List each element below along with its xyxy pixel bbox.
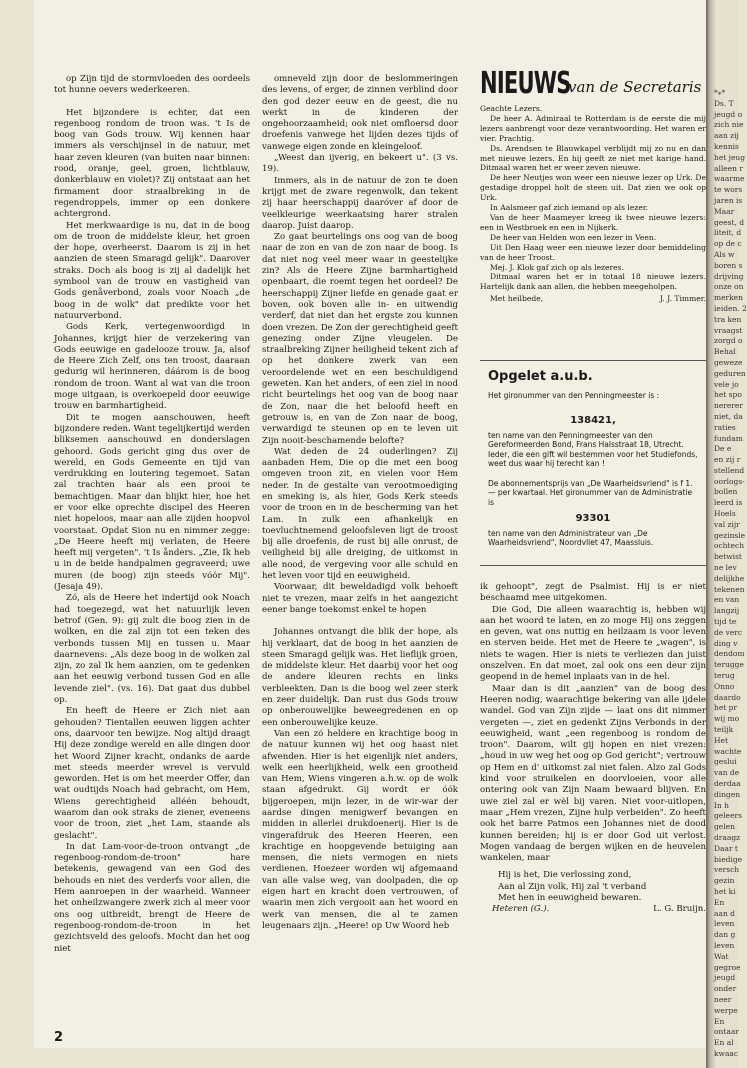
next-page-fragment: En al <box>714 1038 734 1048</box>
next-page-fragment: zich nie <box>714 120 744 130</box>
paragraph: In dat Lam-voor-de-troon ontvangt „de regenboog-rondom-de-troon" hare betekenis, gewagend van een God des behouds en niet des verderfs voor allen, die Hem aanroepen in der waarheid. Wanneer het onheilzwangere zwerk zich al meer voor ons oog uitbreidt, brengt de Heere de regenboog-rondom-de-troon in het gezichtsveld des geloofs. Mocht dan het oog niet <box>54 841 250 954</box>
next-page-fragment: waarme <box>714 174 745 184</box>
next-page-fragment: leven <box>714 940 735 950</box>
paragraph: Het merkwaardige is nu, dat in de boog om de troon de middelste kleur, het groen der hope, overheerst. Daarom is zij in het aanzien de steen Smaragd gelijk". Daarover straks. Doch als boog is zij al dadelijk het symbool van de trouw en vastigheid van Gods genåverbond, zoals voor Noach „de boog in de wolk" dat predikte voor het natuurverbond. <box>54 220 250 321</box>
next-page-fragment: draagz <box>714 832 741 842</box>
article-column-1 <box>54 74 250 955</box>
notice-title: Opgelet a.u.b. <box>488 369 593 384</box>
next-page-fragment: vraagst <box>714 325 743 335</box>
next-page-fragment: geleers <box>714 811 742 821</box>
next-page-fragment: het pr <box>714 703 738 713</box>
next-page-fragment: drijving <box>714 271 744 281</box>
next-page-fragment: tra ken <box>714 314 742 324</box>
page-number: 2 <box>54 1030 64 1045</box>
next-page-fragment: oorlogs- <box>714 476 745 486</box>
next-page-fragment: biedige <box>714 854 743 864</box>
news-paragraph: De heer Neutjes won weer een nieuwe lezer op Urk. De gestadige droppel holt de steen uit. Dat zien we ook op Urk. <box>480 173 706 203</box>
next-page-fragment: ding v <box>714 638 738 648</box>
next-page-fragment: ochtech <box>714 541 745 551</box>
next-page-fragment: versch <box>714 865 740 875</box>
next-page-fragment: nererer <box>714 401 743 411</box>
next-page-fragment: dan g <box>714 930 736 940</box>
article-place: Heteren (G.). <box>492 904 550 915</box>
paragraph: op Zijn tijd de stormvloeden des oordeels tot hunne oevers wederkeeren. <box>54 74 250 96</box>
paragraph: „Weest dan ijverig, en bekeert u". (3 vs. 19). <box>262 153 458 175</box>
notice-box <box>480 360 706 566</box>
news-paragraph: De heer van Helden won een lezer in Veen. <box>490 232 657 242</box>
next-page-fragment: neer <box>714 994 732 1004</box>
next-page-fragment: gezinsle <box>714 530 746 540</box>
next-page-fragment: liteit, d <box>714 228 742 238</box>
next-page-fragment: terugge <box>714 660 744 670</box>
next-page-fragment: Als w <box>714 249 735 259</box>
next-page-fragment: wij mo <box>714 714 740 724</box>
paragraph: Voorwaar, dit beweldadigd volk behoeft niet te vrezen, maar zelfs in het aangezicht eener bange toekomst enkel te hopen <box>262 582 458 615</box>
news-greeting: Met heilbede, <box>490 294 544 304</box>
next-page-fragment: *⁎* <box>714 88 726 97</box>
news-heading <box>480 66 706 102</box>
newspaper-page <box>34 0 706 1048</box>
next-page-fragment: op de c <box>714 239 742 249</box>
next-page-fragment: gelen <box>714 822 735 832</box>
next-page-fragment: fundam <box>714 433 743 443</box>
next-page-fragment: Onno <box>714 681 735 691</box>
next-page-fragment: Ds. T <box>714 98 734 108</box>
next-page-fragment: derdaa <box>714 779 741 788</box>
next-page-fragment: tijd te <box>714 617 737 627</box>
article-column-2 <box>262 74 458 932</box>
next-page-fragment: En <box>714 897 725 907</box>
next-page-fragment: het spo <box>714 390 742 400</box>
next-page-fragment: dendom <box>714 649 745 659</box>
notice-text: ten name van den Administrateur van „De Waarheidsvriend", Noordvliet 47, Maassluis. <box>488 529 654 548</box>
next-page-fragment: jeugd <box>714 973 736 983</box>
news-subtitle: van de Secretaris <box>568 78 702 96</box>
news-paragraph: In Aalsmeer gaf zich iemand op als lezer. <box>490 203 649 213</box>
next-page-fragment: en van <box>714 595 740 605</box>
next-page-fragment: De e <box>714 444 732 454</box>
next-page-fragment: daardo <box>714 692 741 702</box>
news-signoff <box>480 294 706 304</box>
next-page-fragment: langzij <box>714 606 740 616</box>
next-page-fragment: Hoels <box>714 509 736 519</box>
next-page-fragment: leerd is <box>714 498 743 508</box>
next-page-fragment: zorgd o <box>714 336 743 346</box>
paragraph: Gods Kerk, vertegenwoordigd in Johannes, krijgt hier de verzekering van Gods eeuwige en gadelooze trouw. Ja, alsof de Heere Zich Zelf, ons ten troost, daaraan gedurig wil herinneren, dáárom is de boog rondom de troon. Want al wat van die troon moge uitgaan, is overkoepeld door eeuwige trouw en barmhartigheid. <box>54 322 250 412</box>
next-page-fragment: te wors <box>714 185 743 195</box>
paragraph: Zó, als de Heere het indertijd ook Noach had toegezegd, wat het natuurlijk leven betrof (Gen. 9): gij zult die boog zien in de wolken, en die zal zijn tot een teken des verbonds tussen Mij en tussen u. Maar daarnevens: „Als deze boog in de wolken zal zijn, zo zal Ik hem aanzien, om te gedenken aan het eeuwig verbond tussen God en alle levende ziel". (vs. 16). Dat gaat dus dubbel op. <box>54 593 250 706</box>
next-page-fragment: aan zij <box>714 131 739 141</box>
next-page-fragment: boren s <box>714 260 743 270</box>
next-page-fragment: geest, d <box>714 217 745 227</box>
next-page-fragment: bollen <box>714 487 738 497</box>
next-page-fragment: en zij r <box>714 455 741 465</box>
news-paragraph: Mej. J. Klok gaf zich op als lezeres. <box>490 262 624 272</box>
next-page-fragment: tekenen <box>714 584 745 594</box>
news-paragraph: Van de heer Maameyer kreeg ik twee nieuwe lezers: een in Westbroek en een in Nijkerk. <box>480 212 706 232</box>
news-paragraph: Geachte Lezers. <box>480 104 543 113</box>
next-page-fragment: delijkhe <box>714 573 745 583</box>
next-page-fragment: onze on <box>714 282 744 292</box>
paragraph: Zo gaat beurtelings ons oog van de boog naar de zon en van de zon naar de boog. Is dat niet nog veel meer waar in geestelijke zin? Als de Heere Zijne barmhartigheid openbaart, die roemt tegen het oordeel? De heerschappij Zijner liefde en genade gaat er boven, ook boven alle in- en uitwendig verderf, dat niet dan het ergste zou kunnen doen vrezen. De Zon der gerechtigheid geeft genezing onder Zijne vleugelen. De straalbreking Zijner heiligheid tekent zich af op het donkere zwerk van een veroordelende wet en een beschuldigend geweten. Kan het anders, of een ziel in nood richt beurtelings het oog van de boog naar de Zon, naar die het beloofd heeft en getrouw is, en van de Zon naar de boog, verwardigd te steunen op en te leven uit Zijn nooit-beschamende belofte? <box>262 232 458 446</box>
paragraph: Het bijzondere is echter, dat een regenboog rondom de troon was. 't Is de boog van Gods trouw. Wij kennen haar immers als verschijnsel in de natuur, met haar zeven kleuren (van buiten naar binnen: rood, oranje, geel, groen, lichtblauw, donkerblauw en violet)? Zij ontstaat aan het firmament door straalbreking in de regendroppels, immer op een donkere achtergrond. <box>54 107 250 220</box>
next-page-fragment: Daar t <box>714 843 738 853</box>
next-page-fragment: raties <box>714 422 736 432</box>
next-page-fragment: aan d <box>714 908 735 918</box>
paragraph: Van een zó heldere en krachtige boog in de natuur kunnen wij het oog haast niet afwenden. Hier is het eigenlijk niet anders, welk een heerlijkheid, welk een grootheid van Hem, Wiens vingeren a.h.w. op de wolk staan afgedrukt. Gij wordt er óók bijgeroepen, mijn lezer, in de wir-war der aardse dingen menigwerf bevangen en midden in allerlei drukdoenerij. Hier is de vingerafdruk des Heeren Heeren, een krachtige en hoopgevende betuiging aan mensen, die niets vermogen en niets verdienen. Hoezeer worden wij afgemaand van alle valse weg, van doolpaden, die op eigen hart en kracht doen vertrouwen, of waarin men zich vergooit aan het woord en werk van mensen, die al te zamen leugenaars zijn. „Heere! op Uw Woord heb <box>262 728 458 931</box>
next-page-fragment: terug <box>714 671 735 681</box>
next-page-fragment: geslui <box>714 757 737 767</box>
next-page-fragment: ontaar <box>714 1027 739 1037</box>
next-page-fragment: Het <box>714 735 728 745</box>
next-page-fragment: jaren is <box>714 195 743 205</box>
next-page-fragment: teiljk <box>714 725 734 735</box>
next-page-fragment: gegroe <box>714 962 741 972</box>
next-page-fragment: jeugd o <box>714 109 743 119</box>
next-page-fragment: merken <box>714 293 743 303</box>
paragraph: En heeft de Heere er Zich niet aan gehouden? Tientallen eeuwen liggen achter ons, daarvoor ten bewijze. Nog altijd draagt Hij deze zondige wereld en alle dingen door het Woord Zijner kracht, ondanks de aarde met steeds meerder wrevel is vervuld geworden. Het is om het meerder Offer, dan wat oudtijds Noach had gebracht, om Hem, Wiens gerechtigheid alléén behoudt, waarom dan ook straks de ziener, eveneens voor de troon, ziet „het Lam, staande als geslacht". <box>54 706 250 841</box>
next-page-fragment: niet, da <box>714 411 743 421</box>
paragraph: ik gehoopt", zegt de Psalmist. Hij is er niet beschaamd mee uitgekomen. <box>480 582 706 604</box>
next-page-fragment: van de <box>714 768 740 778</box>
next-page-fragment: geduren <box>714 368 746 378</box>
next-page-column <box>714 88 747 1058</box>
paragraph: Maar dan is dit „aanzien" van de boog des Heeren nodig, waarachtige bekering van alle ijdele wandel. God van Zijn zijde — laat ons dit nimmer vergeten —, ziet en gedenkt Zijns Verbonds in der eeuwigheid, want „een regenboog is rondom de troon". Daarom, wilt gij hopen en niet vrezen: „houd in uw weg het oog op God gericht"; vertrouw op Hem en d' uitkomst zal niet falen. Alzo zal Gods kind voor struikelen en doorvloeien, voor alle ontering ook van Zijn Naam bewaard blijven. En uwe ziel zal er wèl bij varen. Niet voor-uitlopen, maar „Hem vrezen, Zijne hulp verbeiden". Zo heeft ook het barre Patmos een Johannes niet de dood kunnen bereiden; hij is er door God uit verlost. Mogen vandaag de bergen wijken en de heuvelen wankelen, maar <box>480 683 706 864</box>
paragraph: Wat deden de 24 ouderlingen? Zij aanbaden Hem, Die op die met een boog omgeven troon zit, en vielen voor Hem neder. In de gestalte van verootmoediging en smeking is, als hier, Gods Kerk steeds voor de troon en in de bescherming van het Lam. In zulk een afhankelijk en toevluchtnemend geloofsleven ligt de troost bij alle droefenis, de rust bij alle onrust, de veiligheid bij alle dreiging, de uitkomst in alle nood, de vergeving voor alle schuld en het leven voor tijd en eeuwigheid. <box>262 446 458 582</box>
next-page-fragment: vele jo <box>714 379 739 389</box>
paragraph: Immers, als in de natuur de zon te doen krijgt met de zware regenwolk, dan tekent zij haar heerschappij daaróver af door de veelkleurige weerkaatsing harer stralen daarop. Juist daarop. <box>262 175 458 231</box>
news-paragraph: De heer A. Admiraal te Rotterdam is de eerste die mij lezers aanbrengt voor deze verantwoording. Het waren er vier. Prachtig. <box>480 113 706 143</box>
poem-line: Aan al Zijn volk, Hij zal 't verband <box>498 881 647 892</box>
next-page-fragment: ne lev <box>714 563 737 573</box>
notice-line: Het gironummer van den Penningmeester is : <box>488 391 660 400</box>
poem-line: Met hen in eeuwigheid bewaren. <box>498 893 642 904</box>
notice-text: ten name van den Penningmeester van den Gereformeerden Bond, Frans Halsstraat 18, Utrecht. Ieder, die een gift wil bestemmen voor het Studiefonds, weet dus waar hij terecht kan ! <box>488 431 698 469</box>
news-column <box>480 104 706 304</box>
next-page-fragment: alleen r <box>714 163 743 173</box>
article-author: L. G. Bruijn. <box>653 904 706 915</box>
next-page-fragment: leiden. 2 <box>714 303 747 313</box>
next-page-fragment: Maar <box>714 206 735 216</box>
news-paragraph: Ditmaal waren het er in totaal 18 nieuwe lezers. Hartelijk dank aan allen, die hebben meegeholpen. <box>480 272 706 292</box>
paragraph: Johannes ontvangt die blik der hope, als hij verklaart, dat de boog in het aanzien de steen Smaragd gelijk was. Het lieflijk groen, de middelste kleur. Het daarbij voor het oog de andere kleuren rechts en links verbleekten. Dan is die boog wel zeer sterk en zeer duidelijk. Dan rust dus Gods trouw op onberouwelijke beweegredenen en op een onberouwelijke keuze. <box>262 627 458 728</box>
next-page-fragment: de verc <box>714 627 743 637</box>
next-page-fragment: kennis <box>714 141 739 151</box>
next-page-fragment: In h <box>714 800 730 810</box>
giro-number-administration: 93301 <box>575 513 611 524</box>
next-page-fragment: geweze <box>714 357 743 367</box>
article-signoff <box>480 904 706 915</box>
poem-line: Hij is het, Die verlossing zond, <box>498 870 632 881</box>
next-page-fragment: onder <box>714 984 737 994</box>
next-page-fragment: het ki <box>714 886 736 896</box>
paragraph: Die God, Die alleen waarachtig is, hebben wij aan het woord te laten, en zo moge Hij ons zeggen en geven, wat ons nuttig en heilzaam is voor leven en sterven beide. Het met de Heere te „wagen", is niets te wagen. Hier is niets te verliezen dan juist onszelven. En dat moet, zal ook ons een deur zijn geopend in de hemel inplaats van in de hel. <box>480 604 706 683</box>
next-page-fragment: werpe <box>714 1005 738 1015</box>
next-page-fragment: betwist <box>714 552 742 562</box>
next-page-fragment: En <box>714 1016 725 1026</box>
notice-text: De abonnementsprijs van „De Waarheidsvriend" is f 1.— per kwartaal. Het gironummer van de Administratie is <box>488 479 693 507</box>
giro-number-treasurer: 138421, <box>570 415 616 426</box>
next-page-fragment: gezin <box>714 876 735 886</box>
next-page-fragment: dingen <box>714 789 741 799</box>
next-page-fragment: leven <box>714 919 735 929</box>
next-page-fragment: het jeug <box>714 152 746 162</box>
news-title: NIEUWS <box>480 66 571 101</box>
paragraph: Dit te mogen aanschouwen, heeft bijzondere reden. Want tegelijkertijd werden bliksemen aanschouwd en donderslagen gehoord. Gods gericht ging dus over de wereld, en Gods Gemeente en tijd van verdrukking en loutering tegemoet. Satan zal trachten haar als een prooi te bemachtigen. Maar dan blijkt hier, hoe het er voor elke oprechte discipel des Heeren niet hopeloos, maar aan alle zijden hoopvol voorstaat. Opdat Sion nu en nimmer zegge: „De Heere heeft mij verlaten, de Heere heeft mij vergeten". 't Is ånders. „Zie, Ik heb u in de beide handpalmen gegraveerd; uwe muren (de boog) zijn steeds vóór Mij". (Jesaja 49). <box>54 412 250 593</box>
next-page-fragment: stellend <box>714 465 745 475</box>
article-column-3 <box>480 582 706 916</box>
news-paragraph: Uit Den Haag weer een nieuwe lezer door bemiddeling van de heer Troost. <box>480 242 706 262</box>
next-page-fragment: kwaac <box>714 1048 739 1058</box>
next-page-fragment: wachte <box>714 746 742 756</box>
next-page-fragment: Wat <box>714 951 729 961</box>
news-signature: J. J. Timmer. <box>659 294 706 304</box>
paragraph: omneveld zijn door de beslommeringen des levens, of erger, de zinnen verblind door den god dezer eeuw en de geest, die nu werkt in de kinderen der ongehoorzaamheid; ook niet omfloersd door droefenis vanwege het lijden dezes tijds of vanwege eigen zonde en kleingeloof. <box>262 74 458 152</box>
next-page-fragment: Behal <box>714 347 736 357</box>
next-page-fragment: val zijr <box>714 519 740 529</box>
news-paragraph: Ds. Arendsen te Blauwkapel verblijdt mij zo nu en dan met nieuwe lezers. En hij geeft ze niet met karige hand. Ditmaal waren het er weer zeven nieuwe. <box>480 143 706 173</box>
